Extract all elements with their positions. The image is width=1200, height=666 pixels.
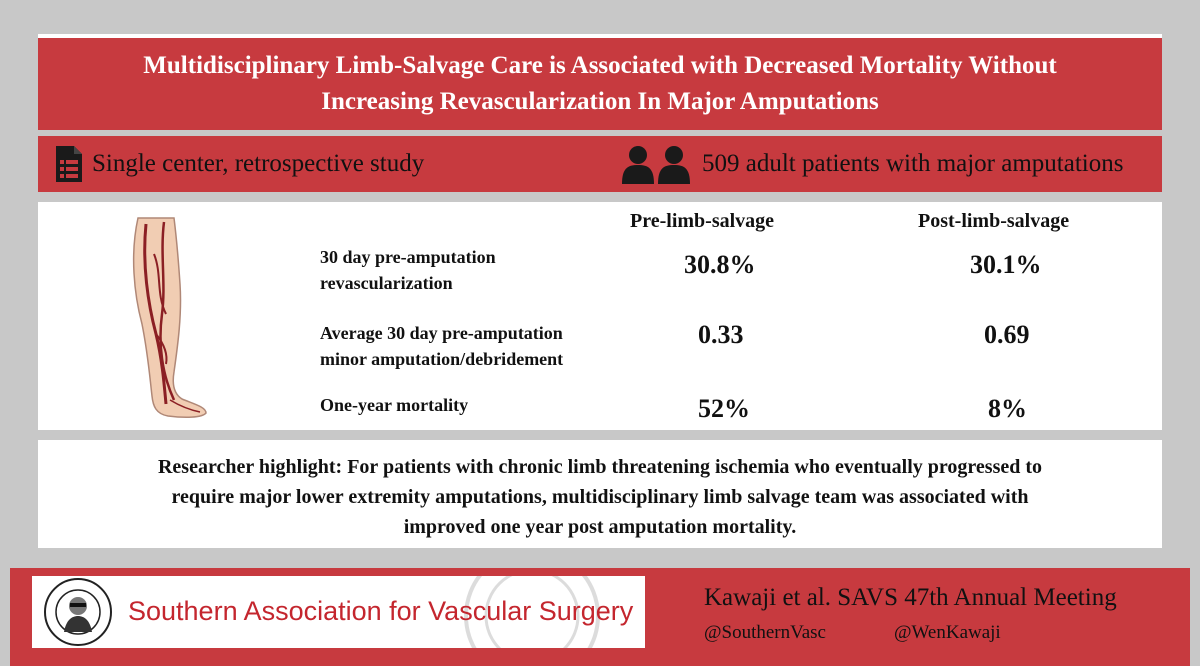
highlight-line-3: improved one year post amputation mortality.: [403, 516, 797, 538]
value-post-minor-amputation: 0.69: [984, 320, 1030, 349]
study-info-bar: [38, 136, 1162, 192]
row-label-minor-amputation: Average 30 day pre-amputation minor amputation/debridement: [320, 323, 564, 369]
twitter-handle-society[interactable]: @SouthernVasc: [704, 622, 826, 643]
twitter-handle-author[interactable]: @WenKawaji: [894, 622, 1001, 643]
footer: [10, 568, 1190, 666]
study-design-text: Single center, retrospective study: [92, 150, 425, 177]
column-post-limb-salvage: Post-limb-salvage: [918, 210, 1070, 232]
value-pre-revascularization: 30.8%: [684, 250, 756, 279]
title-banner: [38, 34, 1162, 130]
value-post-mortality: 8%: [988, 394, 1027, 423]
study-design: [54, 144, 424, 184]
column-pre-limb-salvage: Pre-limb-salvage: [630, 210, 775, 232]
study-population-text: 509 adult patients with major amputations: [702, 150, 1124, 177]
value-pre-mortality: 52%: [698, 394, 750, 423]
row-label-mortality: One-year mortality: [320, 395, 469, 415]
row-label-revascularization: 30 day pre-amputation revascularization: [320, 247, 496, 293]
citation: Kawaji et al. SAVS 47th Annual Meeting: [704, 584, 1117, 611]
value-post-revascularization: 30.1%: [970, 250, 1042, 279]
society-seal-icon: [40, 576, 116, 648]
society-logo-banner: [32, 576, 645, 648]
leg-vessels-icon: [126, 214, 216, 420]
highlight-line-1: Researcher highlight: For patients with chronic limb threatening ischemia who eventually progressed to: [157, 456, 1043, 478]
document-list-icon: [54, 144, 84, 184]
value-pre-minor-amputation: 0.33: [698, 320, 744, 349]
results-panel: [38, 202, 1162, 430]
highlight-line-2: require major lower extremity amputations, multidisciplinary limb salvage team was associated with: [171, 486, 1029, 508]
title-line-2: Increasing Revascularization In Major Amputations: [321, 88, 879, 115]
study-population: [620, 144, 1123, 184]
people-icon: [620, 144, 694, 184]
title-line-1: Multidisciplinary Limb-Salvage Care is Associated with Decreased Mortality Without: [143, 52, 1057, 79]
researcher-highlight: [38, 440, 1162, 548]
society-name: Southern Association for Vascular Surgery: [128, 596, 634, 626]
